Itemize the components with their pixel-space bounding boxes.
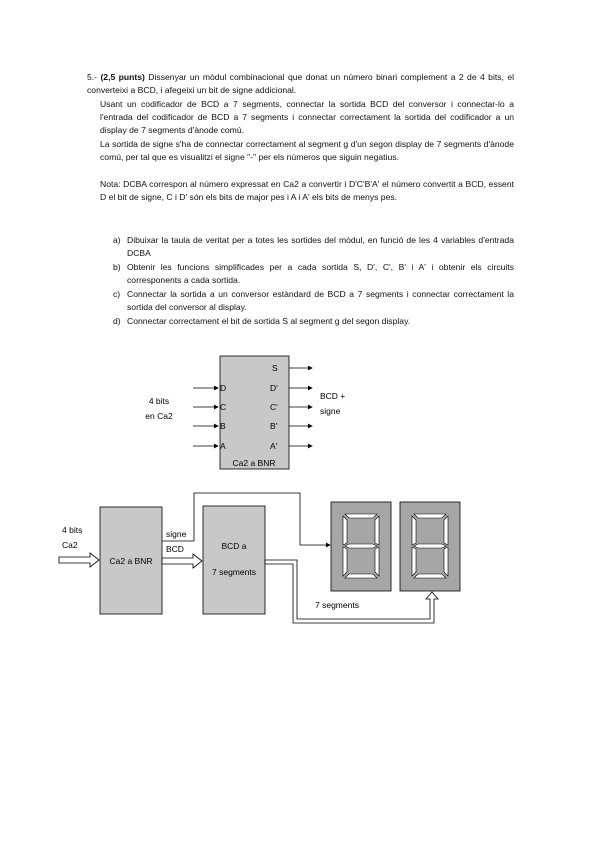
segment — [345, 514, 377, 518]
segment — [375, 516, 379, 545]
segment — [412, 516, 416, 545]
exercise-intro-text: Dissenyar un mòdul combinacional que donat un número binari complement a 2 de 4 bits, el converteixi a BCD, i afegeixi un bit de signe addicional. — [87, 72, 515, 96]
output-caption-2: signe — [320, 406, 341, 416]
input-caption-1: 4 bits — [148, 396, 170, 406]
segments-bus-label: 7 segments — [315, 600, 359, 610]
bcd-7seg-label-1: BCD a — [221, 541, 247, 551]
segment — [345, 574, 377, 578]
output-c-label: C' — [270, 402, 278, 412]
list-text: Connectar la sortida a un conversor estàndard de BCD a 7 segments i connectar correctament la sortida del conversor al display. — [127, 289, 514, 313]
segment — [444, 547, 448, 576]
ca2-bnr-label: Ca2 a BNR — [109, 556, 153, 566]
input-caption-2: en Ca2 — [145, 411, 173, 421]
bcd-bus-arrow — [162, 554, 202, 568]
list-marker: a) — [113, 235, 121, 245]
input-b-label: B — [220, 421, 226, 431]
list-text: Obtenir les funcions simplificades per a cada sortida S, D', C', B' i A' i obtenir els circuits corresponents a cada sortida. — [127, 262, 514, 286]
segment — [375, 547, 379, 576]
list-text: Dibuixar la taula de veritat per a totes les sortides del mòdul, en funció de les 4 variables d'entrada DCBA — [127, 235, 514, 259]
segment — [343, 547, 347, 576]
diagram-system — [0, 485, 599, 635]
output-d-label: D' — [270, 383, 278, 393]
segment — [414, 544, 446, 548]
segment — [343, 516, 347, 545]
system-input-caption-1: 4 bits — [62, 525, 83, 535]
input-d-label: D — [220, 383, 227, 393]
diagram-converter-block — [0, 340, 599, 480]
exercise-points: (2,5 punts) — [100, 72, 145, 82]
signe-label: signe — [166, 529, 187, 539]
system-input-arrow — [59, 553, 99, 567]
converter-block-label: Ca2 a BNR — [232, 458, 276, 468]
paragraph-note: Nota: DCBA correspon al número expressat en Ca2 a convertir i D'C'B'A' el número convertit a BCD, essent D el bit de signe, C i D' són els bits de major pes i A i A' els bits de menys pes. — [100, 179, 514, 203]
exercise-intro — [87, 71, 514, 97]
segment — [414, 514, 446, 518]
system-input-caption-2: Ca2 — [62, 540, 78, 550]
list-marker: d) — [113, 316, 121, 326]
output-b-label: B' — [270, 421, 278, 431]
bcd-7seg-label-2: 7 segments — [212, 567, 256, 577]
input-a-label: A — [220, 441, 226, 451]
list-marker: b) — [113, 262, 121, 272]
bcd-7seg-block — [203, 506, 265, 614]
input-c-label: C — [220, 402, 227, 412]
paragraph-sign: La sortida de signe s'ha de connectar correctament al segment g d'un segon display de 7 segments d'ànode comú, per tal que es visualitzi el signe "-" per els números que siguin negatius. — [100, 139, 514, 163]
bcd-label: BCD — [166, 544, 184, 554]
exercise-number: 5.- — [87, 72, 98, 82]
output-caption-1: BCD + — [320, 391, 346, 401]
converter-block — [220, 356, 289, 469]
segment — [412, 547, 416, 576]
segment — [345, 544, 377, 548]
list-marker: c) — [113, 289, 121, 299]
segment — [444, 516, 448, 545]
paragraph-encoder: Usant un codificador de BCD a 7 segments, connectar la sortida BCD del conversor i connectar-lo a l'entrada del codificador de BCD a 7 segments i connectar correctament la sortida del codificador a un display de 7 segments d'ànode comú. — [100, 99, 514, 136]
list-text: Connectar correctament el bit de sortida S al segment g del segon display. — [127, 316, 411, 326]
output-s-label: S — [272, 363, 278, 373]
segment — [414, 574, 446, 578]
output-a-label: A' — [270, 441, 278, 451]
